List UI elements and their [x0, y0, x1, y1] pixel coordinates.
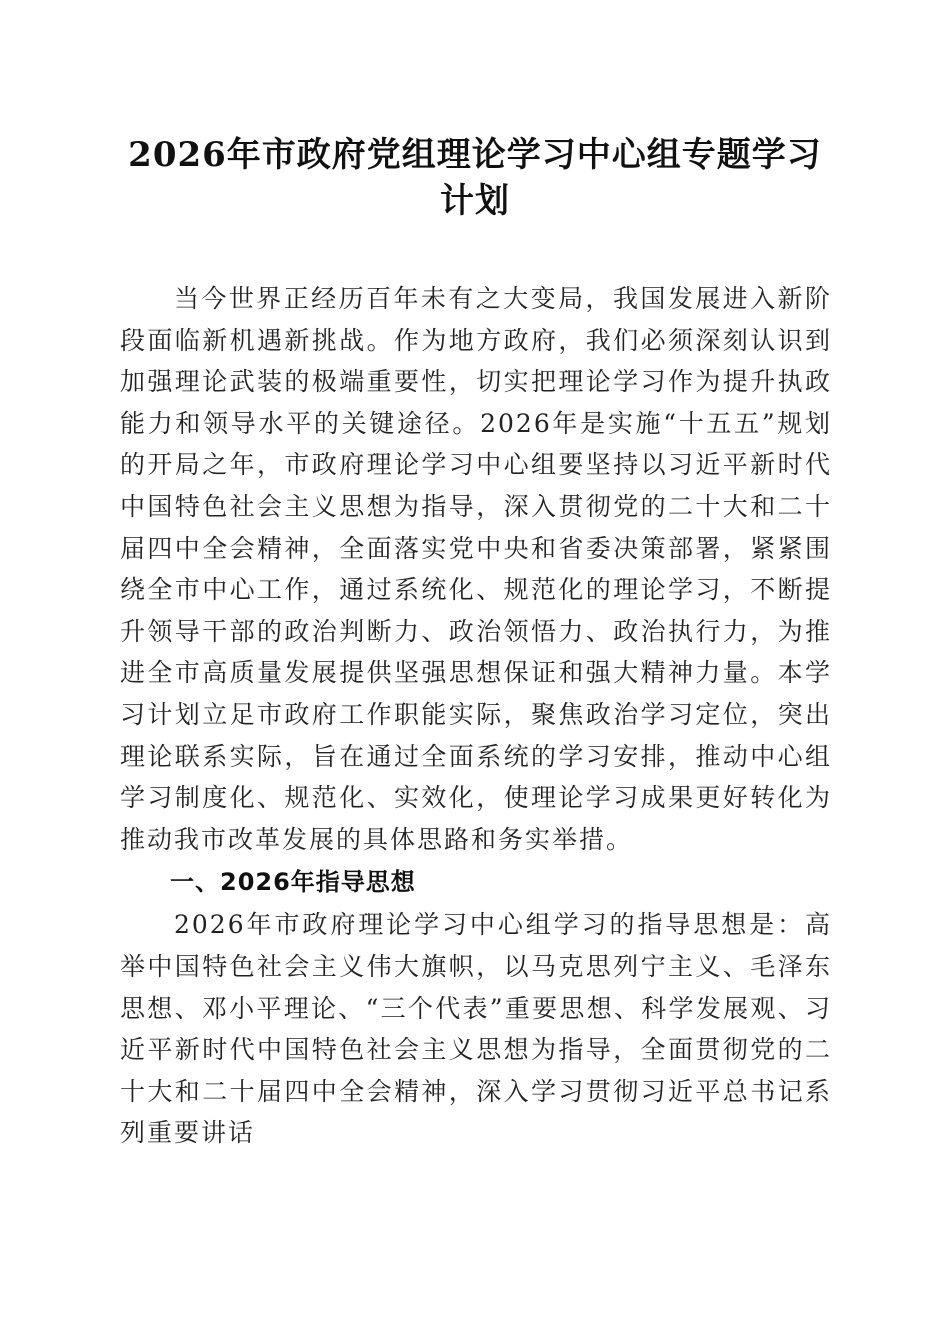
document-title: 2026年市政府党组理论学习中心组专题学习计划	[128, 135, 822, 221]
section-heading-guiding-thought: 一、2026年指导思想	[170, 868, 416, 897]
document-body	[120, 278, 832, 1154]
intro-paragraph: 当今世界正经历百年未有之大变局，我国发展进入新阶段面临新机遇新挑战。作为地方政府，我们必须深刻认识到加强理论武装的极端重要性，切实把理论学习作为提升执政能力和领导水平的关键途径。2026年是实施“十五五”规划的开局之年，市政府理论学习中心组要坚持以习近平新时代中国特色社会主义思想为指导，深入贯彻党的二十大和二十届四中全会精神，全面落实党中央和省委决策部署，紧紧围绕全市中心工作，通过系统化、规范化的理论学习，不断提升领导干部的政治判断力、政治领悟力、政治执行力，为推进全市高质量发展提供坚强思想保证和强大精神力量。本学习计划立足市政府工作职能实际，聚焦政治学习定位，突出理论联系实际，旨在通过全面系统的学习安排，推动中心组学习制度化、规范化、实效化，使理论学习成果更好转化为推动我市改革发展的具体思路和务实举措。	[120, 284, 832, 854]
guiding-thought-paragraph: 2026年市政府理论学习中心组学习的指导思想是：高举中国特色社会主义伟大旗帜，以马克思列宁主义、毛泽东思想、邓小平理论、“三个代表”重要思想、科学发展观、习近平新时代中国特色社会主义思想为指导，全面贯彻党的二十大和二十届四中全会精神，深入学习贯彻习近平总书记系列重要讲话	[120, 910, 832, 1148]
